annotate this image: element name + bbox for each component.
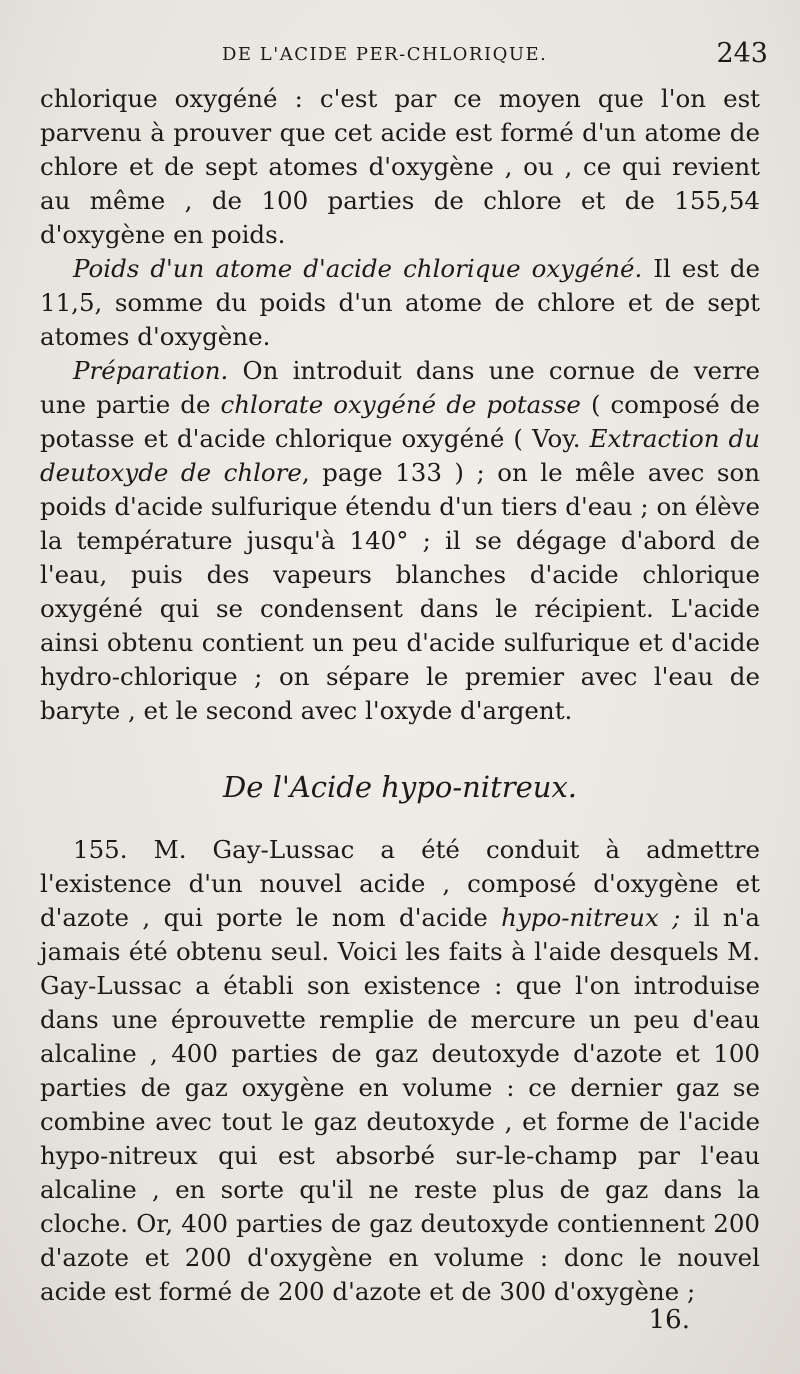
body-text xyxy=(40,82,760,1309)
page-header xyxy=(0,38,800,74)
paragraph-preparation xyxy=(40,354,760,728)
paragraph-text: ( composé de potasse et d'acide chlorique oxygéné ( Voy. xyxy=(40,390,760,453)
paragraph-text: 155. M. Gay-Lussac a été conduit à admettre l'existence d'un nouvel acide , composé d'oxygène et d'azote , qui porte le nom d'acide xyxy=(40,835,760,932)
page-number: 243 xyxy=(716,38,768,69)
italic-term: hypo-nitreux ; xyxy=(501,903,681,932)
paragraph-atomic-weight xyxy=(40,252,760,354)
paragraph-text: il n'a jamais été obtenu seul. Voici les faits à l'aide desquels M. Gay-Lussac a établi son existence : que l'on introduise dans une éprouvette remplie de mercure un peu d'eau alcaline , 400 parties de gaz deutoxyde d'azote et 100 parties de gaz oxygène en volume : ce dernier gaz se combine avec tout le gaz deutoxyde , et forme de l'acide hypo-nitreux qui est absorbé sur-le-champ par l'eau alcaline , en sorte qu'il ne reste plus de gaz dans la cloche. Or, 400 parties de gaz deutoxyde contiennent 200 d'azote et 200 d'oxygène en volume : donc le nouvel acide est formé de 200 d'azote et de 300 d'oxygène ; xyxy=(40,903,760,1306)
paragraph-lead: Poids d'un atome d'acide chlorique oxygéné. xyxy=(73,254,643,283)
running-head: DE L'ACIDE PER-CHLORIQUE. xyxy=(222,44,548,65)
paragraph-text: Il est de 11,5, somme du poids d'un atome de chlore et de sept atomes d'oxygène. xyxy=(40,254,761,351)
paragraph-hyponitrous xyxy=(40,833,760,1309)
section-heading: De l'Acide hypo-nitreux. xyxy=(222,770,578,804)
italic-reference: Extraction du deutoxyde de chlore xyxy=(40,424,760,487)
paragraph-text: , page 133 ) ; on le mêle avec son poids d'acide sulfurique étendu d'un tiers d'eau ; on élève la température jusqu'à 140° ; il se dégage d'abord de l'eau, puis des vapeurs blanches d'acide chlorique oxygéné qui se condensent dans le récipient. L'acide ainsi obtenu contient un peu d'acide sulfurique et d'acide hydro-chlorique ; on sépare le premier avec l'eau de baryte , et le second avec l'oxyde d'argent. xyxy=(40,458,760,725)
paragraph-lead: Préparation. xyxy=(73,356,229,385)
paragraph-text: On introduit dans une cornue de verre une partie de xyxy=(40,356,760,419)
signature-mark: 16. xyxy=(648,1305,690,1335)
italic-term: chlorate oxygéné de potasse xyxy=(220,390,581,419)
paragraph-continuation: chlorique oxygéné : c'est par ce moyen que l'on est parvenu à prouver que cet acide est formé d'un atome de chlore et de sept atomes d'oxygène , ou , ce qui revient au même , de 100 parties de chlore et de 155,54 d'oxygène en poids. xyxy=(40,84,760,249)
